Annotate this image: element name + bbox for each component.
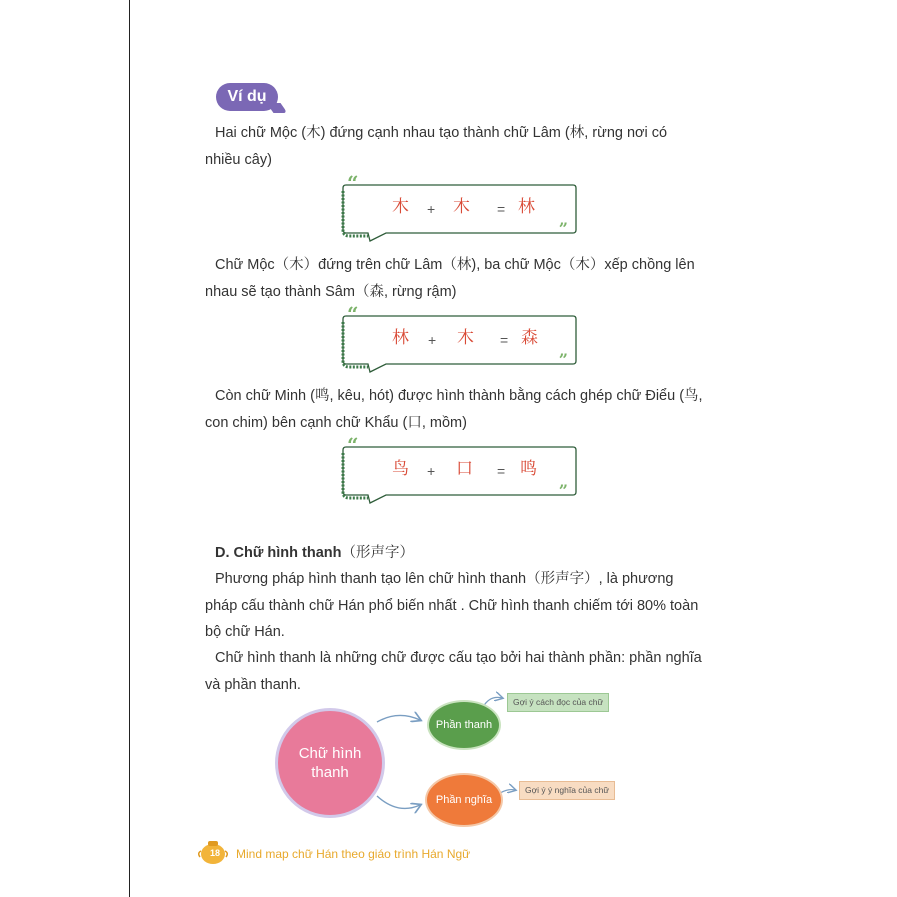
section-d-p1-line-2: pháp cấu thành chữ Hán phổ biến nhất . Chữ hình thanh chiếm tới 80% toàn bbox=[205, 597, 699, 614]
equation-plus: + bbox=[427, 201, 436, 217]
equation-equals: = bbox=[497, 201, 506, 217]
equation-term-b: 木 bbox=[453, 197, 470, 217]
example-badge: Ví dụ bbox=[216, 83, 278, 111]
equation-term-a: 林 bbox=[392, 328, 409, 348]
section-d-p2-line-2: và phần thanh. bbox=[205, 676, 301, 693]
equation-plus: + bbox=[428, 332, 437, 348]
close-quote-icon: ” bbox=[558, 350, 568, 369]
close-quote-icon: ” bbox=[558, 219, 568, 238]
mindmap-sound-note: Gợi ý cách đọc của chữ bbox=[507, 693, 609, 712]
open-quote-icon: “ bbox=[347, 171, 359, 195]
close-quote-icon: ” bbox=[558, 481, 568, 500]
equation-plus: + bbox=[427, 463, 436, 479]
open-quote-icon: “ bbox=[347, 302, 359, 326]
open-quote-icon: “ bbox=[347, 433, 359, 457]
equation-term-b: 口 bbox=[456, 459, 473, 479]
equation-result: 鸣 bbox=[520, 459, 537, 479]
equation-equals: = bbox=[497, 463, 506, 479]
page-number: 18 bbox=[209, 848, 220, 858]
section-d-p2-line-1: Chữ hình thanh là những chữ được cấu tạo bởi hai thành phần: phần nghĩa bbox=[215, 650, 702, 666]
equation-equals: = bbox=[500, 332, 509, 348]
mindmap-sound-node: Phần thanh bbox=[427, 700, 501, 750]
equation-result: 林 bbox=[518, 197, 535, 217]
section-d-title: D. Chữ hình thanh bbox=[215, 545, 342, 561]
paragraph-2-line-1: Chữ Mộc（木）đứng trên chữ Lâm（林), ba chữ Mộc（木）xếp chồng lên bbox=[215, 257, 695, 273]
footer-title: Mind map chữ Hán theo giáo trình Hán Ngữ bbox=[236, 847, 471, 861]
equation-term-a: 鸟 bbox=[392, 459, 409, 479]
equation-term-a: 木 bbox=[392, 197, 409, 217]
paragraph-3-line-1: Còn chữ Minh (鸣, kêu, hót) được hình thành bằng cách ghép chữ Điểu (鸟, bbox=[215, 388, 703, 404]
paragraph-1-line-1: Hai chữ Mộc (木) đứng cạnh nhau tạo thành chữ Lâm (林, rừng nơi có bbox=[215, 125, 668, 141]
section-d-title-hanzi: （形声字） bbox=[341, 545, 414, 561]
paragraph-2-line-2: nhau sẽ tạo thành Sâm（森, rừng rậm) bbox=[205, 283, 457, 300]
equation-result: 森 bbox=[521, 328, 538, 348]
mindmap-meaning-node: Phần nghĩa bbox=[425, 773, 503, 827]
paragraph-1-line-2: nhiều cây) bbox=[205, 151, 272, 168]
mindmap-center-node: Chữ hình thanh bbox=[275, 708, 385, 818]
section-d-p1-line-1: Phương pháp hình thanh tạo lên chữ hình thanh（形声字）, là phương bbox=[215, 571, 674, 587]
equation-term-b: 木 bbox=[457, 328, 474, 348]
paragraph-3-line-2: con chim) bên cạnh chữ Khẩu (口, mồm) bbox=[205, 414, 467, 431]
section-d-p1-line-3: bộ chữ Hán. bbox=[205, 624, 285, 640]
mindmap-meaning-note: Gợi ý ý nghĩa của chữ bbox=[519, 781, 615, 800]
